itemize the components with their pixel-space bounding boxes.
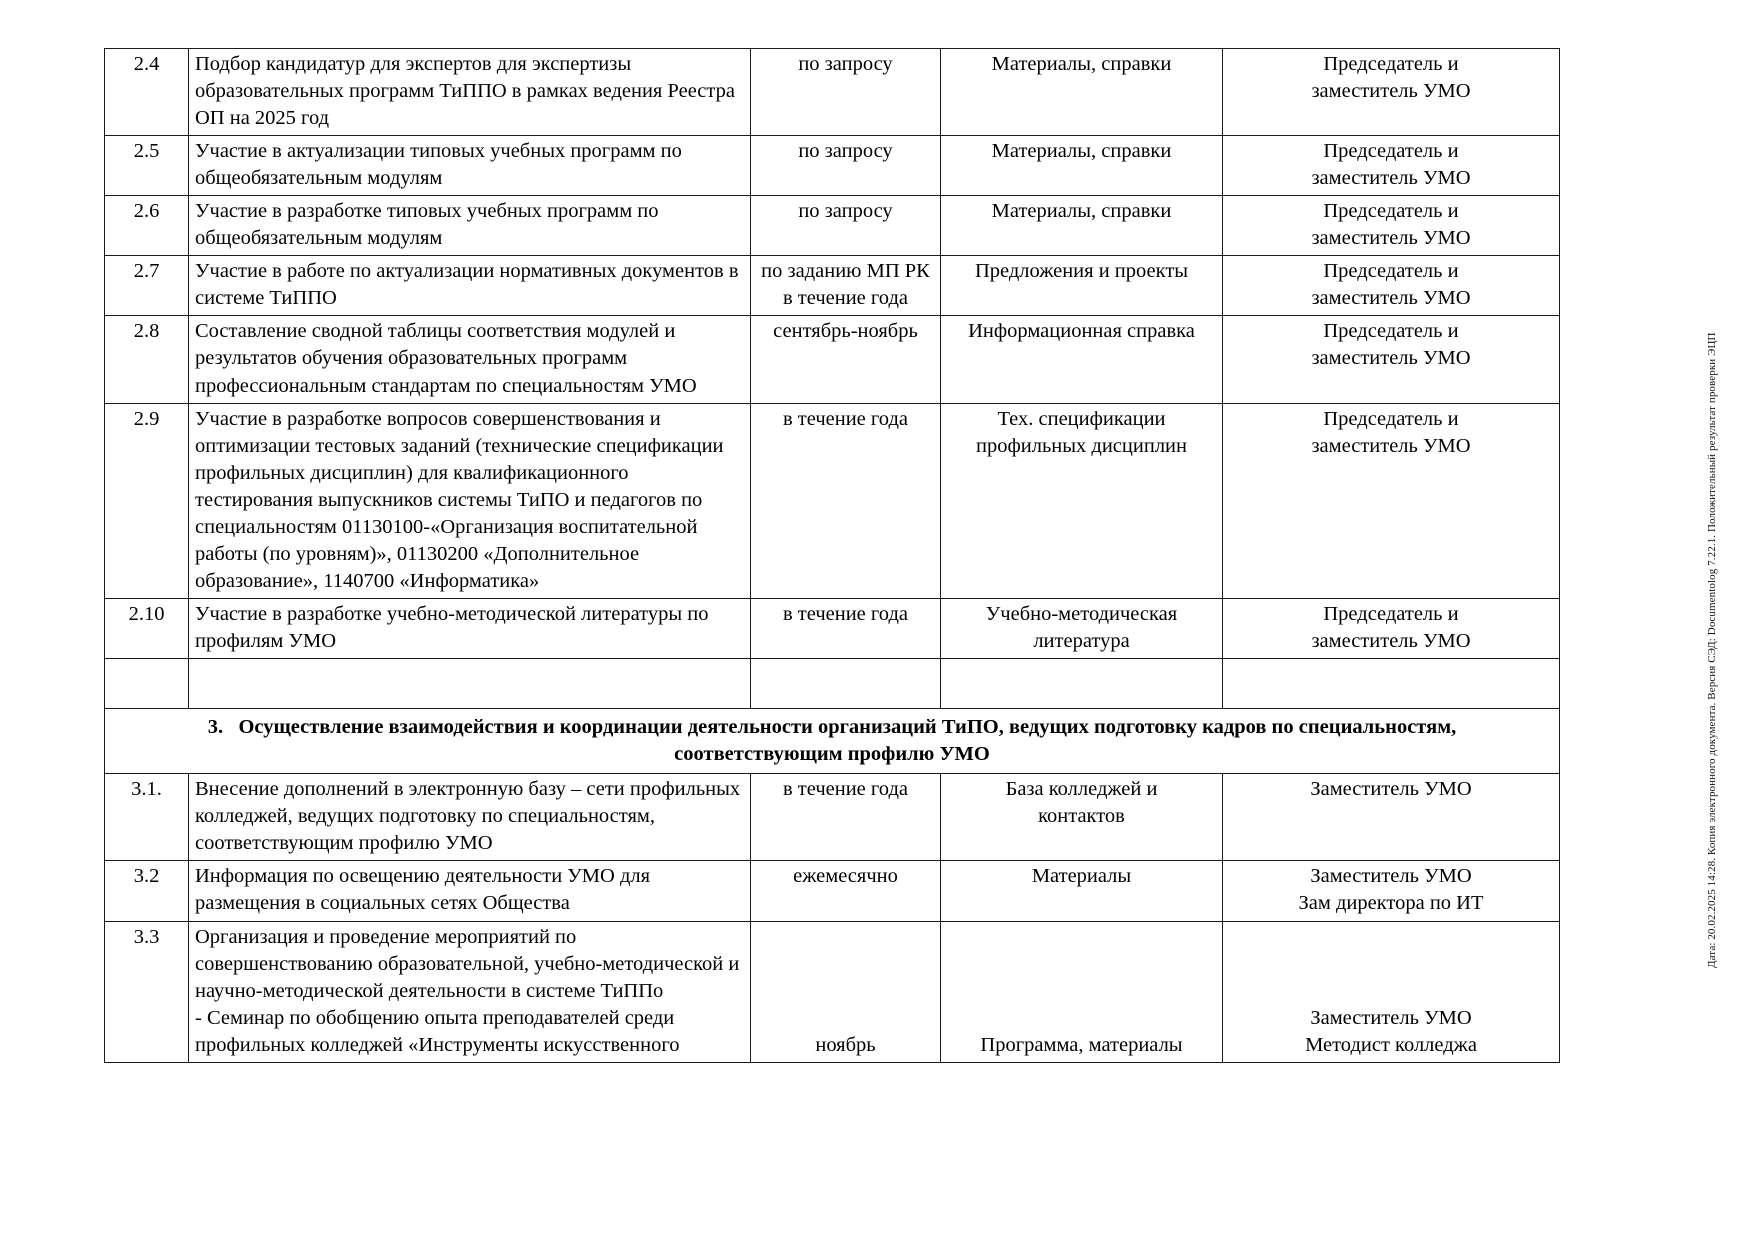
row-result: Материалы, справки	[941, 49, 1223, 136]
row-result	[941, 861, 1223, 921]
empty-cell	[751, 658, 941, 708]
row-number: 2.6	[105, 196, 189, 256]
executor-line-1: Председатель и	[1323, 200, 1459, 223]
result-line-1: Программа, материалы	[980, 1033, 1183, 1056]
row-number: 3.1.	[105, 774, 189, 861]
row-task: Участие в разработке типовых учебных программ по общеобязательным модулям	[189, 196, 751, 256]
row-result	[941, 921, 1223, 1062]
result-line-1: Учебно-методическая	[985, 602, 1178, 625]
row-task: Подбор кандидатур для экспертов для экспертизы образовательных программ ТиППО в рамках ведения Реестра ОП на 2025 год	[189, 49, 751, 136]
section-heading	[105, 708, 1560, 773]
row-executor	[1223, 921, 1560, 1062]
row-executor	[1223, 196, 1560, 256]
executor-line-2: заместитель УМО	[1311, 287, 1471, 310]
row-term: по запросу	[751, 49, 941, 136]
row-result: Предложения и проекты	[941, 256, 1223, 316]
row-term	[751, 921, 941, 1062]
row-number: 2.7	[105, 256, 189, 316]
executor-line-2: заместитель УМО	[1311, 167, 1471, 190]
row-result	[941, 403, 1223, 598]
row-executor	[1223, 136, 1560, 196]
row-executor	[1223, 861, 1560, 921]
row-term: по запросу	[751, 196, 941, 256]
table-row	[105, 861, 1560, 921]
row-task: Информация по освещению деятельности УМО для размещения в социальных сетях Общества	[189, 861, 751, 921]
table-row	[105, 316, 1560, 403]
row-term: по заданию МП РК в течение года	[751, 256, 941, 316]
table-row	[105, 256, 1560, 316]
row-task: Внесение дополнений в электронную базу – сети профильных колледжей, ведущих подготовку по специальностям, соответствующим профилю УМО	[189, 774, 751, 861]
row-executor	[1223, 598, 1560, 658]
row-term: ежемесячно	[751, 861, 941, 921]
row-term: по запросу	[751, 136, 941, 196]
row-executor	[1223, 256, 1560, 316]
row-task: Участие в разработке вопросов совершенствования и оптимизации тестовых заданий (технические спецификации профильных дисциплин) для квалификационного тестирования выпускников системы ТиПО и педагогов по специальностям 01130100-«Организация воспитательной работы (по уровням)», 01130200 «Дополнительное образование», 1140700 «Информатика»	[189, 403, 751, 598]
empty-cell	[1223, 658, 1560, 708]
section-heading-row	[105, 708, 1560, 773]
row-result: Материалы, справки	[941, 136, 1223, 196]
executor-line-2: Зам директора по ИТ	[1298, 892, 1484, 915]
result-line-2: профильных дисциплин	[975, 434, 1187, 457]
executor-line-1: Председатель и	[1323, 602, 1459, 625]
result-line-1: Материалы	[1031, 865, 1132, 888]
row-task: Участие в актуализации типовых учебных программ по общеобязательным модулям	[189, 136, 751, 196]
row-number: 3.2	[105, 861, 189, 921]
executor-line-2: Методист колледжа	[1305, 1033, 1477, 1056]
row-executor	[1223, 774, 1560, 861]
task-line-2: - Семинар по обобщению опыта преподавателей среди профильных колледжей «Инструменты искусственного	[195, 1006, 680, 1056]
task-line-1: Организация и проведение мероприятий по совершенствованию образовательной, учебно-методической и научно-методической деятельности в системе ТиППо	[195, 925, 740, 1002]
executor-line-1: Председатель и	[1323, 320, 1459, 343]
table-row	[105, 598, 1560, 658]
row-task: Участие в работе по актуализации нормативных документов в системе ТиППО	[189, 256, 751, 316]
table-row	[105, 196, 1560, 256]
term-text: ноябрь	[815, 1033, 876, 1056]
row-task: Составление сводной таблицы соответствия модулей и результатов обучения образовательных программ профессиональным стандартам по специальностям УМО	[189, 316, 751, 403]
row-number: 2.9	[105, 403, 189, 598]
row-number: 2.10	[105, 598, 189, 658]
table-row-empty	[105, 658, 1560, 708]
result-line-1: База колледжей и	[1005, 778, 1158, 801]
row-number: 3.3	[105, 921, 189, 1062]
row-result: Материалы, справки	[941, 196, 1223, 256]
row-number: 2.5	[105, 136, 189, 196]
result-line-2: контактов	[1038, 805, 1125, 828]
row-result	[941, 598, 1223, 658]
executor-line-1: Заместитель УМО	[1310, 865, 1472, 888]
row-task	[189, 921, 751, 1062]
row-executor	[1223, 403, 1560, 598]
table-row	[105, 136, 1560, 196]
row-term: в течение года	[751, 774, 941, 861]
executor-line-1: Председатель и	[1323, 260, 1459, 283]
section-number: 3.	[207, 715, 224, 738]
executor-line-1: Председатель и	[1323, 140, 1459, 163]
executor-line-1: Председатель и	[1323, 407, 1459, 430]
row-executor	[1223, 49, 1560, 136]
empty-cell	[105, 658, 189, 708]
table-row	[105, 403, 1560, 598]
row-executor	[1223, 316, 1560, 403]
executor-line-2: заместитель УМО	[1311, 629, 1471, 652]
empty-cell	[189, 658, 751, 708]
row-term: сентябрь-ноябрь	[751, 316, 941, 403]
executor-line-1: Заместитель УМО	[1310, 1006, 1472, 1029]
table-row	[105, 774, 1560, 861]
row-number: 2.4	[105, 49, 189, 136]
row-result: Информационная справка	[941, 316, 1223, 403]
row-result	[941, 774, 1223, 861]
executor-line-1: Заместитель УМО	[1310, 778, 1472, 801]
row-term: в течение года	[751, 403, 941, 598]
row-term: в течение года	[751, 598, 941, 658]
result-line-1: Тех. спецификации	[997, 407, 1166, 430]
empty-cell	[941, 658, 1223, 708]
row-number: 2.8	[105, 316, 189, 403]
result-line-2: литература	[1033, 629, 1130, 652]
work-plan-table	[104, 48, 1560, 1063]
executor-line-1: Председатель и	[1323, 53, 1459, 75]
executor-line-2: заместитель УМО	[1311, 227, 1471, 250]
executor-line-2: заместитель УМО	[1311, 80, 1471, 103]
executor-line-2: заместитель УМО	[1311, 347, 1471, 370]
table-row	[105, 49, 1560, 136]
row-task: Участие в разработке учебно-методической литературы по профилям УМО	[189, 598, 751, 658]
section-title: Осуществление взаимодействия и координации деятельности организаций ТиПО, ведущих подготовку кадров по специальностям, соответствующим профилю УМО	[238, 715, 1457, 765]
electronic-signature-stamp: Дата: 20.02.2025 14:28. Копия электронного документа. Версия СЭД: Documentolog 7.22.1. Положительный результат проверки ЭЦП	[1706, 332, 1718, 968]
table-row	[105, 921, 1560, 1062]
executor-line-2: заместитель УМО	[1311, 434, 1471, 457]
